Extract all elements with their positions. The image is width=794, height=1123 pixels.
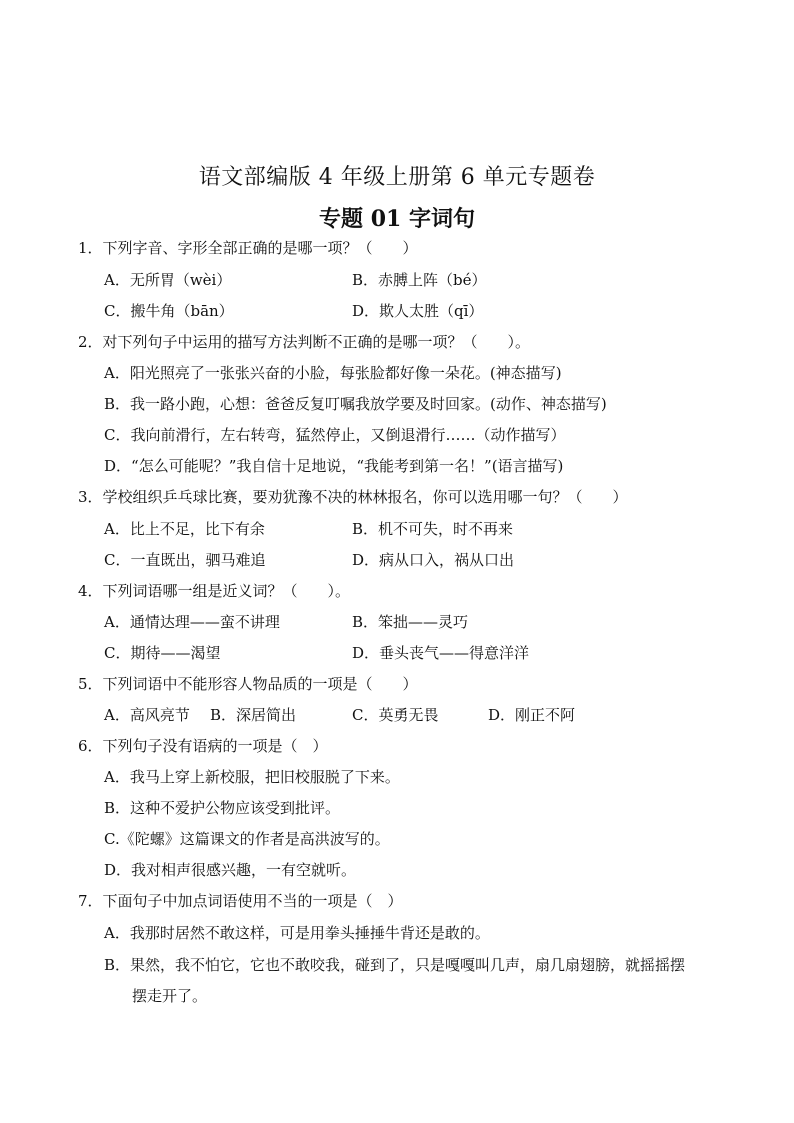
question-6-option-c: C.《陀螺》这篇课文的作者是高洪波写的。 (104, 830, 390, 848)
question-6-stem: 6．下列句子没有语病的一项是（ ） (78, 737, 328, 755)
question-4-option-b: B．笨拙——灵巧 (352, 613, 469, 631)
question-2-option-d: D．“怎么可能呢？”我自信十足地说，“我能考到第一名！”(语言描写) (104, 457, 564, 475)
question-1-option-a: A．无所胃（wèi） (104, 271, 232, 289)
question-4-option-c: C．期待——渴望 (104, 644, 221, 662)
question-3-option-b: B．机不可失，时不再来 (352, 520, 514, 538)
question-7-option-b: B．果然，我不怕它，它也不敢咬我，碰到了，只是嘎嘎叫几声，扇几扇翅膀，就摇摇摆 (104, 956, 686, 974)
question-1-option-c: C．搬牛角（bān） (104, 302, 234, 320)
question-1-option-d: D．欺人太胜（qī） (352, 302, 484, 320)
question-3-stem: 3．学校组织乒乓球比赛，要劝犹豫不决的林林报名，你可以选用哪一句？（ ） (78, 488, 628, 506)
question-3-option-a: A．比上不足，比下有余 (104, 520, 265, 538)
question-6-option-b: B．这种不爱护公物应该受到批评。 (104, 799, 341, 817)
question-3-option-d: D．病从口入，祸从口出 (352, 551, 515, 569)
question-4-stem: 4．下列词语哪一组是近义词？（ ）。 (78, 582, 351, 600)
question-7-option-b-continued: 摆走开了。 (132, 987, 208, 1005)
question-4-option-a: A．通情达理——蛮不讲理 (104, 613, 280, 631)
question-6-option-a: A．我马上穿上新校服，把旧校服脱了下来。 (104, 768, 400, 786)
question-5-option-d: D．刚正不阿 (488, 706, 576, 724)
question-2-stem: 2．对下列句子中运用的描写方法判断不正确的是哪一项？（ ）。 (78, 333, 531, 351)
question-5-option-b: B．深居简出 (210, 706, 297, 724)
question-6-option-d: D．我对相声很感兴趣，一有空就听。 (104, 861, 357, 879)
question-4-option-d: D．垂头丧气——得意洋洋 (352, 644, 530, 662)
question-5-option-c: C．英勇无畏 (352, 706, 439, 724)
question-7-option-a: A．我那时居然不敢这样，可是用拳头捶捶牛背还是敢的。 (104, 924, 490, 942)
question-1-option-b: B．赤膊上阵（bé） (352, 271, 487, 289)
question-5-option-a: A．高风亮节 (104, 706, 190, 724)
question-1-stem: 1．下列字音、字形全部正确的是哪一项？（ ） (78, 239, 418, 257)
question-2-option-a: A．阳光照亮了一张张兴奋的小脸，每张脸都好像一朵花。(神态描写) (104, 364, 562, 382)
question-5-stem: 5．下列词语中不能形容人物品质的一项是（ ） (78, 675, 418, 693)
question-2-option-c: C．我向前滑行，左右转弯，猛然停止，又倒退滑行……（动作描写） (104, 426, 566, 444)
question-2-option-b: B．我一路小跑，心想：爸爸反复叮嘱我放学要及时回家。(动作、神态描写) (104, 395, 607, 413)
question-7-stem: 7．下面句子中加点词语使用不当的一项是（ ） (78, 892, 403, 910)
paper-title: 语文部编版 4 年级上册第 6 单元专题卷 (198, 165, 596, 190)
question-3-option-c: C．一直既出，驷马难追 (104, 551, 266, 569)
paper-subtitle: 专题 01 字词句 (319, 206, 475, 232)
